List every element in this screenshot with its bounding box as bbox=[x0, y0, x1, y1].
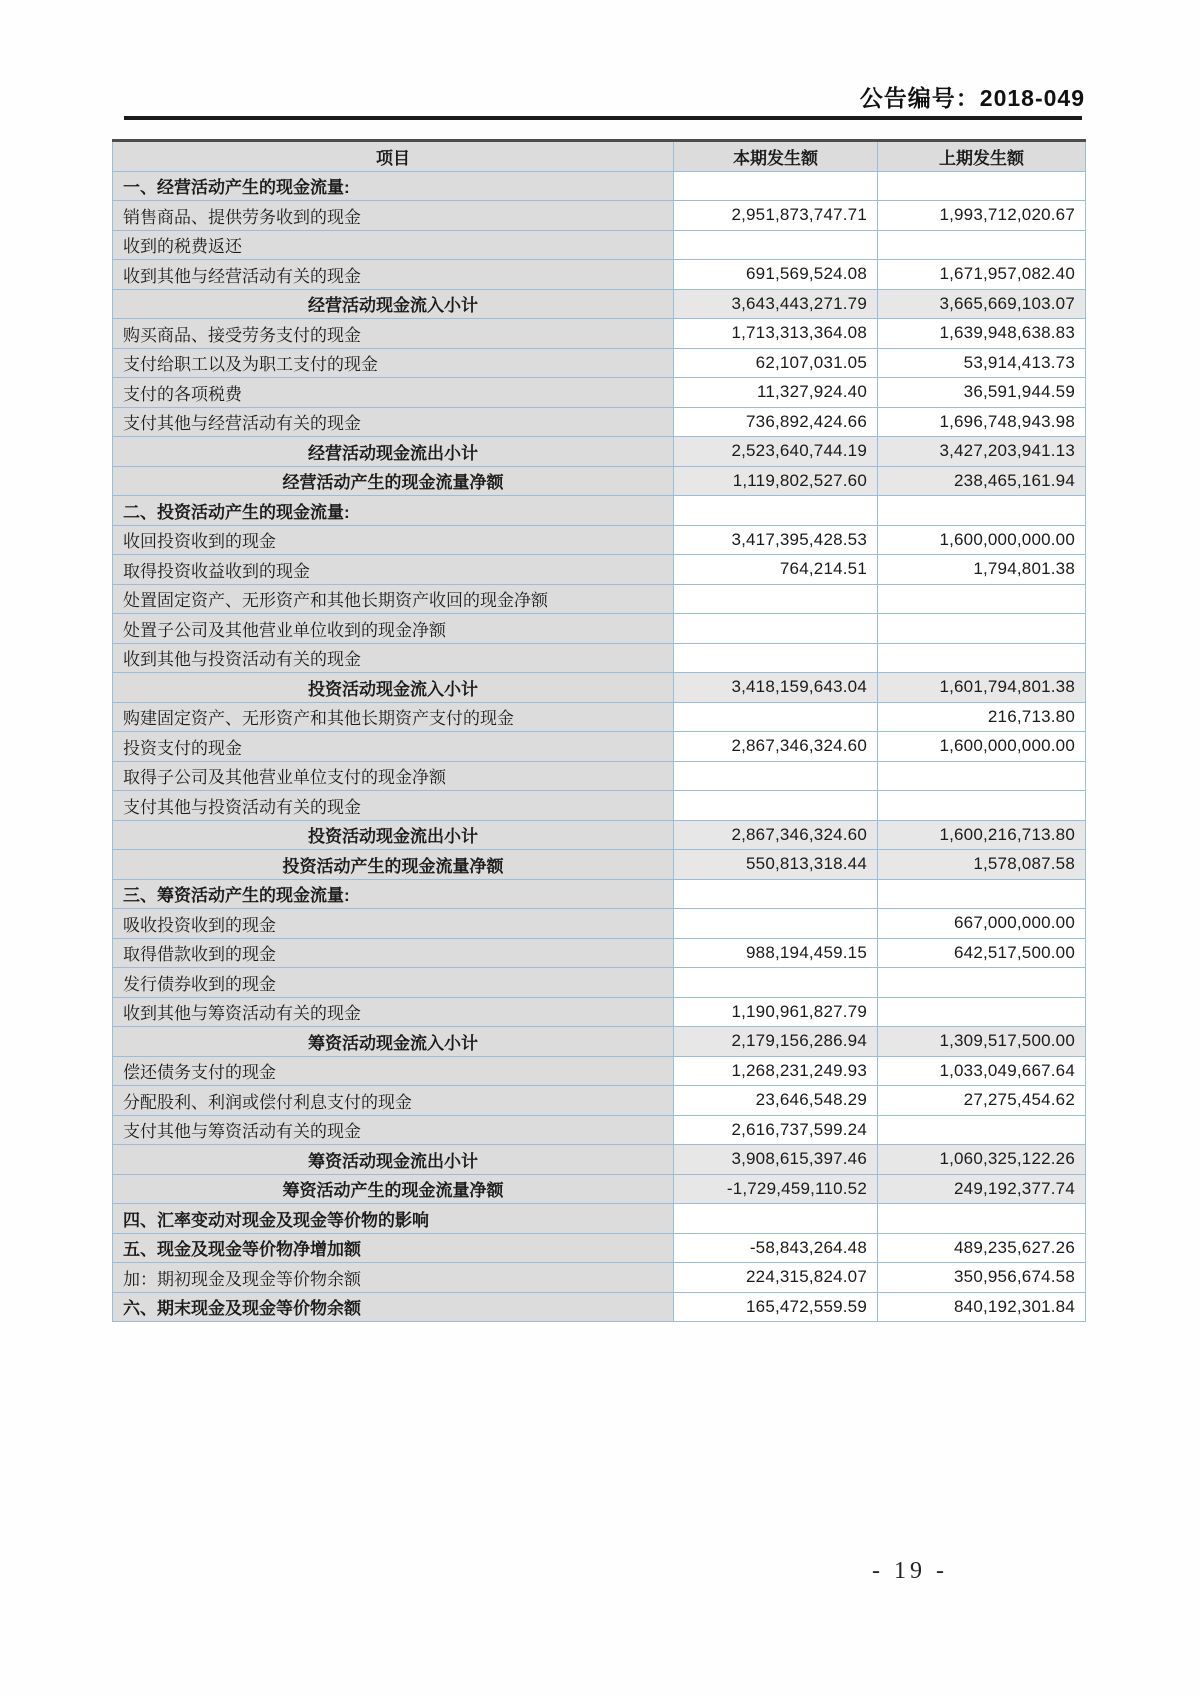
prior-period-amount-cell: 489,235,627.26 bbox=[878, 1233, 1086, 1263]
prior-period-amount-cell: 350,956,674.58 bbox=[878, 1263, 1086, 1293]
current-period-amount-cell: -58,843,264.48 bbox=[674, 1233, 878, 1263]
prior-period-amount-cell: 249,192,377.74 bbox=[878, 1174, 1086, 1204]
row-label-cell: 经营活动现金流出小计 bbox=[113, 437, 674, 467]
row-label-cell: 支付给职工以及为职工支付的现金 bbox=[113, 348, 674, 378]
row-label-cell: 投资支付的现金 bbox=[113, 732, 674, 762]
row-label-cell: 收到其他与经营活动有关的现金 bbox=[113, 260, 674, 290]
current-period-amount-cell bbox=[674, 614, 878, 644]
current-period-amount-cell: 3,908,615,397.46 bbox=[674, 1145, 878, 1175]
prior-period-amount-cell bbox=[878, 496, 1086, 526]
row-label-cell: 二、投资活动产生的现金流量: bbox=[113, 496, 674, 526]
current-period-amount-cell: 764,214.51 bbox=[674, 555, 878, 585]
current-period-amount-cell: 2,179,156,286.94 bbox=[674, 1027, 878, 1057]
row-label-cell: 筹资活动产生的现金流量净额 bbox=[113, 1174, 674, 1204]
row-label-cell: 收回投资收到的现金 bbox=[113, 525, 674, 555]
current-period-amount-cell: 3,417,395,428.53 bbox=[674, 525, 878, 555]
prior-period-amount-cell bbox=[878, 968, 1086, 998]
prior-period-amount-cell bbox=[878, 171, 1086, 201]
prior-period-amount-cell: 667,000,000.00 bbox=[878, 909, 1086, 939]
table-row bbox=[113, 938, 1086, 968]
current-period-amount-cell: 2,616,737,599.24 bbox=[674, 1115, 878, 1145]
column-header-current-period: 本期发生额 bbox=[674, 141, 878, 172]
current-period-amount-cell bbox=[674, 1204, 878, 1234]
prior-period-amount-cell: 840,192,301.84 bbox=[878, 1292, 1086, 1322]
prior-period-amount-cell bbox=[878, 879, 1086, 909]
table-row bbox=[113, 761, 1086, 791]
prior-period-amount-cell: 1,600,000,000.00 bbox=[878, 525, 1086, 555]
row-label-cell: 发行债券收到的现金 bbox=[113, 968, 674, 998]
table-row bbox=[113, 702, 1086, 732]
row-label-cell: 分配股利、利润或偿付利息支付的现金 bbox=[113, 1086, 674, 1116]
current-period-amount-cell: 224,315,824.07 bbox=[674, 1263, 878, 1293]
row-label-cell: 三、筹资活动产生的现金流量: bbox=[113, 879, 674, 909]
current-period-amount-cell bbox=[674, 230, 878, 260]
row-label-cell: 取得子公司及其他营业单位支付的现金净额 bbox=[113, 761, 674, 791]
table-row bbox=[113, 525, 1086, 555]
table-row bbox=[113, 968, 1086, 998]
table-header-row bbox=[113, 141, 1086, 172]
prior-period-amount-cell bbox=[878, 997, 1086, 1027]
table-row bbox=[113, 407, 1086, 437]
table-row bbox=[113, 201, 1086, 231]
current-period-amount-cell bbox=[674, 702, 878, 732]
table-row bbox=[113, 1027, 1086, 1057]
doc-number: 公告编号：2018-049 bbox=[859, 85, 1085, 111]
table-row bbox=[113, 584, 1086, 614]
current-period-amount-cell: 11,327,924.40 bbox=[674, 378, 878, 408]
table-row bbox=[113, 673, 1086, 703]
row-label-cell: 四、汇率变动对现金及现金等价物的影响 bbox=[113, 1204, 674, 1234]
prior-period-amount-cell: 1,033,049,667.64 bbox=[878, 1056, 1086, 1086]
current-period-amount-cell: 2,951,873,747.71 bbox=[674, 201, 878, 231]
table-row bbox=[113, 466, 1086, 496]
row-label-cell: 六、期末现金及现金等价物余额 bbox=[113, 1292, 674, 1322]
current-period-amount-cell: 62,107,031.05 bbox=[674, 348, 878, 378]
table-row bbox=[113, 1204, 1086, 1234]
prior-period-amount-cell: 3,427,203,941.13 bbox=[878, 437, 1086, 467]
row-label-cell: 五、现金及现金等价物净增加额 bbox=[113, 1233, 674, 1263]
header-rule bbox=[124, 116, 1082, 120]
current-period-amount-cell bbox=[674, 968, 878, 998]
current-period-amount-cell: 1,268,231,249.93 bbox=[674, 1056, 878, 1086]
prior-period-amount-cell: 1,060,325,122.26 bbox=[878, 1145, 1086, 1175]
table-row bbox=[113, 437, 1086, 467]
prior-period-amount-cell: 53,914,413.73 bbox=[878, 348, 1086, 378]
table-row bbox=[113, 348, 1086, 378]
table-row bbox=[113, 171, 1086, 201]
table-row bbox=[113, 1056, 1086, 1086]
table-row bbox=[113, 850, 1086, 880]
row-label-cell: 收到其他与投资活动有关的现金 bbox=[113, 643, 674, 673]
prior-period-amount-cell bbox=[878, 1115, 1086, 1145]
prior-period-amount-cell: 1,578,087.58 bbox=[878, 850, 1086, 880]
prior-period-amount-cell: 3,665,669,103.07 bbox=[878, 289, 1086, 319]
prior-period-amount-cell: 1,600,216,713.80 bbox=[878, 820, 1086, 850]
current-period-amount-cell: 3,643,443,271.79 bbox=[674, 289, 878, 319]
row-label-cell: 投资活动现金流出小计 bbox=[113, 820, 674, 850]
table-row bbox=[113, 1115, 1086, 1145]
table-header bbox=[113, 141, 1086, 172]
row-label-cell: 加：期初现金及现金等价物余额 bbox=[113, 1263, 674, 1293]
row-label-cell: 一、经营活动产生的现金流量: bbox=[113, 171, 674, 201]
table-row bbox=[113, 496, 1086, 526]
current-period-amount-cell: 736,892,424.66 bbox=[674, 407, 878, 437]
prior-period-amount-cell: 642,517,500.00 bbox=[878, 938, 1086, 968]
prior-period-amount-cell: 1,601,794,801.38 bbox=[878, 673, 1086, 703]
table-row bbox=[113, 909, 1086, 939]
row-label-cell: 投资活动产生的现金流量净额 bbox=[113, 850, 674, 880]
prior-period-amount-cell: 1,696,748,943.98 bbox=[878, 407, 1086, 437]
prior-period-amount-cell: 1,600,000,000.00 bbox=[878, 732, 1086, 762]
current-period-amount-cell: 23,646,548.29 bbox=[674, 1086, 878, 1116]
current-period-amount-cell: 1,190,961,827.79 bbox=[674, 997, 878, 1027]
row-label-cell: 购建固定资产、无形资产和其他长期资产支付的现金 bbox=[113, 702, 674, 732]
prior-period-amount-cell: 1,639,948,638.83 bbox=[878, 319, 1086, 349]
table-row bbox=[113, 289, 1086, 319]
current-period-amount-cell: 2,867,346,324.60 bbox=[674, 820, 878, 850]
table-row bbox=[113, 614, 1086, 644]
table-row bbox=[113, 820, 1086, 850]
column-header-item: 项目 bbox=[113, 141, 674, 172]
prior-period-amount-cell bbox=[878, 643, 1086, 673]
row-label-cell: 支付其他与投资活动有关的现金 bbox=[113, 791, 674, 821]
prior-period-amount-cell: 36,591,944.59 bbox=[878, 378, 1086, 408]
row-label-cell: 处置子公司及其他营业单位收到的现金净额 bbox=[113, 614, 674, 644]
row-label-cell: 吸收投资收到的现金 bbox=[113, 909, 674, 939]
row-label-cell: 偿还债务支付的现金 bbox=[113, 1056, 674, 1086]
table-row bbox=[113, 1174, 1086, 1204]
row-label-cell: 取得借款收到的现金 bbox=[113, 938, 674, 968]
current-period-amount-cell bbox=[674, 909, 878, 939]
table-row bbox=[113, 319, 1086, 349]
table-row bbox=[113, 1145, 1086, 1175]
current-period-amount-cell: 2,523,640,744.19 bbox=[674, 437, 878, 467]
prior-period-amount-cell bbox=[878, 761, 1086, 791]
current-period-amount-cell: 165,472,559.59 bbox=[674, 1292, 878, 1322]
current-period-amount-cell bbox=[674, 879, 878, 909]
row-label-cell: 经营活动现金流入小计 bbox=[113, 289, 674, 319]
cash-flow-statement-table bbox=[112, 139, 1086, 1322]
table-row bbox=[113, 643, 1086, 673]
row-label-cell: 取得投资收益收到的现金 bbox=[113, 555, 674, 585]
current-period-amount-cell: 2,867,346,324.60 bbox=[674, 732, 878, 762]
table-row bbox=[113, 1263, 1086, 1293]
prior-period-amount-cell: 216,713.80 bbox=[878, 702, 1086, 732]
table-row bbox=[113, 1086, 1086, 1116]
row-label-cell: 支付的各项税费 bbox=[113, 378, 674, 408]
table-row bbox=[113, 378, 1086, 408]
table-row bbox=[113, 260, 1086, 290]
prior-period-amount-cell bbox=[878, 230, 1086, 260]
row-label-cell: 支付其他与筹资活动有关的现金 bbox=[113, 1115, 674, 1145]
row-label-cell: 支付其他与经营活动有关的现金 bbox=[113, 407, 674, 437]
current-period-amount-cell bbox=[674, 791, 878, 821]
current-period-amount-cell bbox=[674, 584, 878, 614]
prior-period-amount-cell bbox=[878, 584, 1086, 614]
table-row bbox=[113, 1233, 1086, 1263]
prior-period-amount-cell: 1,671,957,082.40 bbox=[878, 260, 1086, 290]
current-period-amount-cell: 1,713,313,364.08 bbox=[674, 319, 878, 349]
current-period-amount-cell bbox=[674, 496, 878, 526]
prior-period-amount-cell: 238,465,161.94 bbox=[878, 466, 1086, 496]
prior-period-amount-cell: 27,275,454.62 bbox=[878, 1086, 1086, 1116]
current-period-amount-cell bbox=[674, 171, 878, 201]
row-label-cell: 收到其他与筹资活动有关的现金 bbox=[113, 997, 674, 1027]
current-period-amount-cell: -1,729,459,110.52 bbox=[674, 1174, 878, 1204]
current-period-amount-cell bbox=[674, 643, 878, 673]
prior-period-amount-cell: 1,794,801.38 bbox=[878, 555, 1086, 585]
current-period-amount-cell bbox=[674, 761, 878, 791]
table-row bbox=[113, 997, 1086, 1027]
row-label-cell: 经营活动产生的现金流量净额 bbox=[113, 466, 674, 496]
table-row bbox=[113, 230, 1086, 260]
row-label-cell: 筹资活动现金流入小计 bbox=[113, 1027, 674, 1057]
table-row bbox=[113, 791, 1086, 821]
current-period-amount-cell: 1,119,802,527.60 bbox=[674, 466, 878, 496]
row-label-cell: 筹资活动现金流出小计 bbox=[113, 1145, 674, 1175]
prior-period-amount-cell: 1,993,712,020.67 bbox=[878, 201, 1086, 231]
prior-period-amount-cell: 1,309,517,500.00 bbox=[878, 1027, 1086, 1057]
table-row bbox=[113, 555, 1086, 585]
column-header-prior-period: 上期发生额 bbox=[878, 141, 1086, 172]
table-body bbox=[113, 171, 1086, 1322]
table-row bbox=[113, 879, 1086, 909]
current-period-amount-cell: 691,569,524.08 bbox=[674, 260, 878, 290]
row-label-cell: 投资活动现金流入小计 bbox=[113, 673, 674, 703]
table-row bbox=[113, 732, 1086, 762]
table-row bbox=[113, 1292, 1086, 1322]
current-period-amount-cell: 3,418,159,643.04 bbox=[674, 673, 878, 703]
current-period-amount-cell: 550,813,318.44 bbox=[674, 850, 878, 880]
page-number: - 19 - bbox=[872, 1558, 948, 1584]
row-label-cell: 处置固定资产、无形资产和其他长期资产收回的现金净额 bbox=[113, 584, 674, 614]
prior-period-amount-cell bbox=[878, 1204, 1086, 1234]
row-label-cell: 购买商品、接受劳务支付的现金 bbox=[113, 319, 674, 349]
current-period-amount-cell: 988,194,459.15 bbox=[674, 938, 878, 968]
row-label-cell: 销售商品、提供劳务收到的现金 bbox=[113, 201, 674, 231]
row-label-cell: 收到的税费返还 bbox=[113, 230, 674, 260]
prior-period-amount-cell bbox=[878, 614, 1086, 644]
prior-period-amount-cell bbox=[878, 791, 1086, 821]
